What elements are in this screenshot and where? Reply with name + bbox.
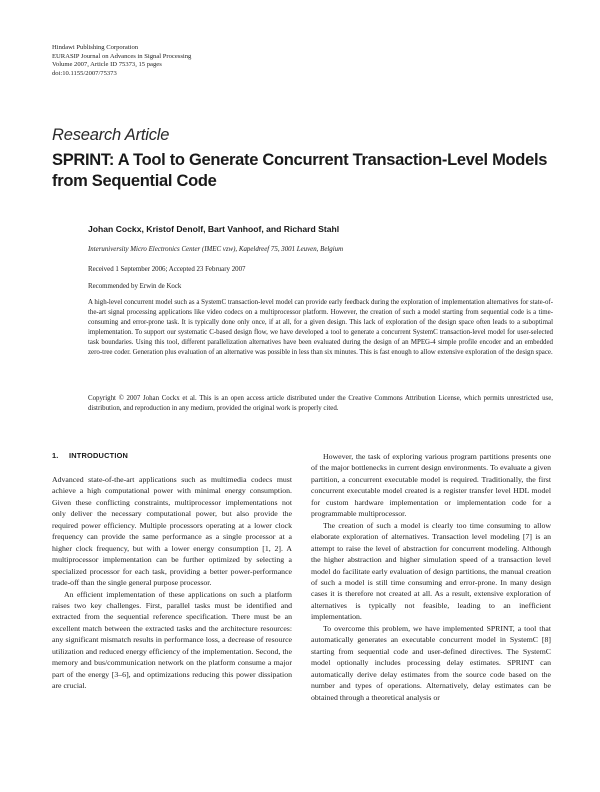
journal-header <box>52 44 191 78</box>
article-type: Research Article <box>52 126 170 144</box>
abstract: A high-level concurrent model such as a SystemC transaction-level model can provide early feedback during the exploration of implementation alternatives for state-of-the-art signal processing applications like video codecs on a multiprocessor platform. However, the creation of such a model starting from sequential code is a time-consuming and error-prone task. It is typically done only once, if at all, for a given design. This lack of exploration of the design space often leads to a suboptimal implementation. To support our systematic C-based design flow, we have developed a tool to generate a concurrent SystemC transaction-level model for user-selected task boundaries. Using this tool, different parallelization alternatives have been evaluated during the design of an MPEG-4 simple profile encoder and an embedded zero-tree coder. Generation plus evaluation of an alternative was possible in less than six minutes. This is fast enough to allow extensive exploration of the design space. <box>88 299 553 357</box>
journal-line: EURASIP Journal on Advances in Signal Processing <box>52 52 192 60</box>
volume-line: Volume 2007, Article ID 75373, 15 pages <box>52 61 162 69</box>
body-paragraph: However, the task of exploring various program partitions presents one of the major bottlenecks in current design environments. To evaluate a given partition, a concurrent executable model is required. Traditionally, the first concurrent executable model created is a register transfer level HDL model for custom hardware implementation or implementation code for a programmable multiprocessor. <box>311 452 551 519</box>
recommended-by: Recommended by Erwin de Kock <box>88 283 182 290</box>
paper-title: SPRINT: A Tool to Generate Concurrent Transaction-Level Models from Sequential Code <box>52 151 548 190</box>
submission-dates: Received 1 September 2006; Accepted 23 February 2007 <box>88 266 246 273</box>
copyright-notice: Copyright © 2007 Johan Cockx et al. This is an open access article distributed under the Creative Commons Attribution License, which permits unrestricted use, distribution, and reproduction in any medium, provided the original work is properly cited. <box>88 395 553 413</box>
doi-line: doi:10.1155/2007/75373 <box>52 69 117 77</box>
body-paragraph: An efficient implementation of these applications on such a platform raises two key challenges. First, parallel tasks must be identified and extracted from the sequential reference specification. There must be an excellent match between the extracted tasks and the architecture resources: any significant mismatch results in performance loss, a decrease of resource utilization and reduced energy efficiency of the implementation. Second, the memory and bus/communication network on the platform consume a major part of the energy [3–6], and optimizations reducing this power dissipation are crucial. <box>52 589 292 691</box>
section-heading-introduction <box>52 451 128 460</box>
body-paragraph: Advanced state-of-the-art applications such as multimedia codecs must achieve a high computational power with minimal energy consumption. Given these conflicting constraints, multiprocessor implementations not only deliver the necessary computational power, but also provide the required power efficiency. Multiple processors operating at a lower clock frequency can provide the same performance as a single processor at a higher clock frequency, but with a lower energy consumption [1, 2]. A multiprocessor implementation can be further optimized by selecting a specialized processor for each task, providing a better power-performance trade-off than the single general purpose processor. <box>52 475 292 588</box>
section-number: 1. <box>52 451 59 460</box>
left-column <box>52 474 292 692</box>
section-title: INTRODUCTION <box>69 451 129 460</box>
author-list: Johan Cockx, Kristof Denolf, Bart Vanhoof, and Richard Stahl <box>88 224 340 234</box>
right-column <box>311 451 551 703</box>
body-paragraph: The creation of such a model is clearly too time consuming to allow elaborate exploration of alternatives. Transaction level modeling [7] is an attempt to raise the level of abstraction for concurrent modeling. Although the higher abstraction and higher simulation speed of a transaction level model do facilitate early evaluation of design partitions, the manual creation of such a model is still time consuming and error-prone. In many design cases it is therefore not created at all. As a result, extensive exploration of alternatives is typically not feasible, leading to an inefficient implementation. <box>311 520 551 622</box>
body-paragraph: To overcome this problem, we have implemented SPRINT, a tool that automatically generates an executable concurrent model in SystemC [8] starting from sequential code and user-defined directives. The SystemC model optionally includes processing delay estimates. SPRINT can automatically derive delay estimates from the source code based on the number and types of operations. Alternatively, delay estimates can be obtained through a theoretical analysis or <box>311 623 551 702</box>
publisher-line: Hindawi Publishing Corporation <box>52 44 139 51</box>
affiliation: Interuniversity Micro Electronics Center (IMEC vzw), Kapeldreef 75, 3001 Leuven, Belgium <box>88 246 344 253</box>
